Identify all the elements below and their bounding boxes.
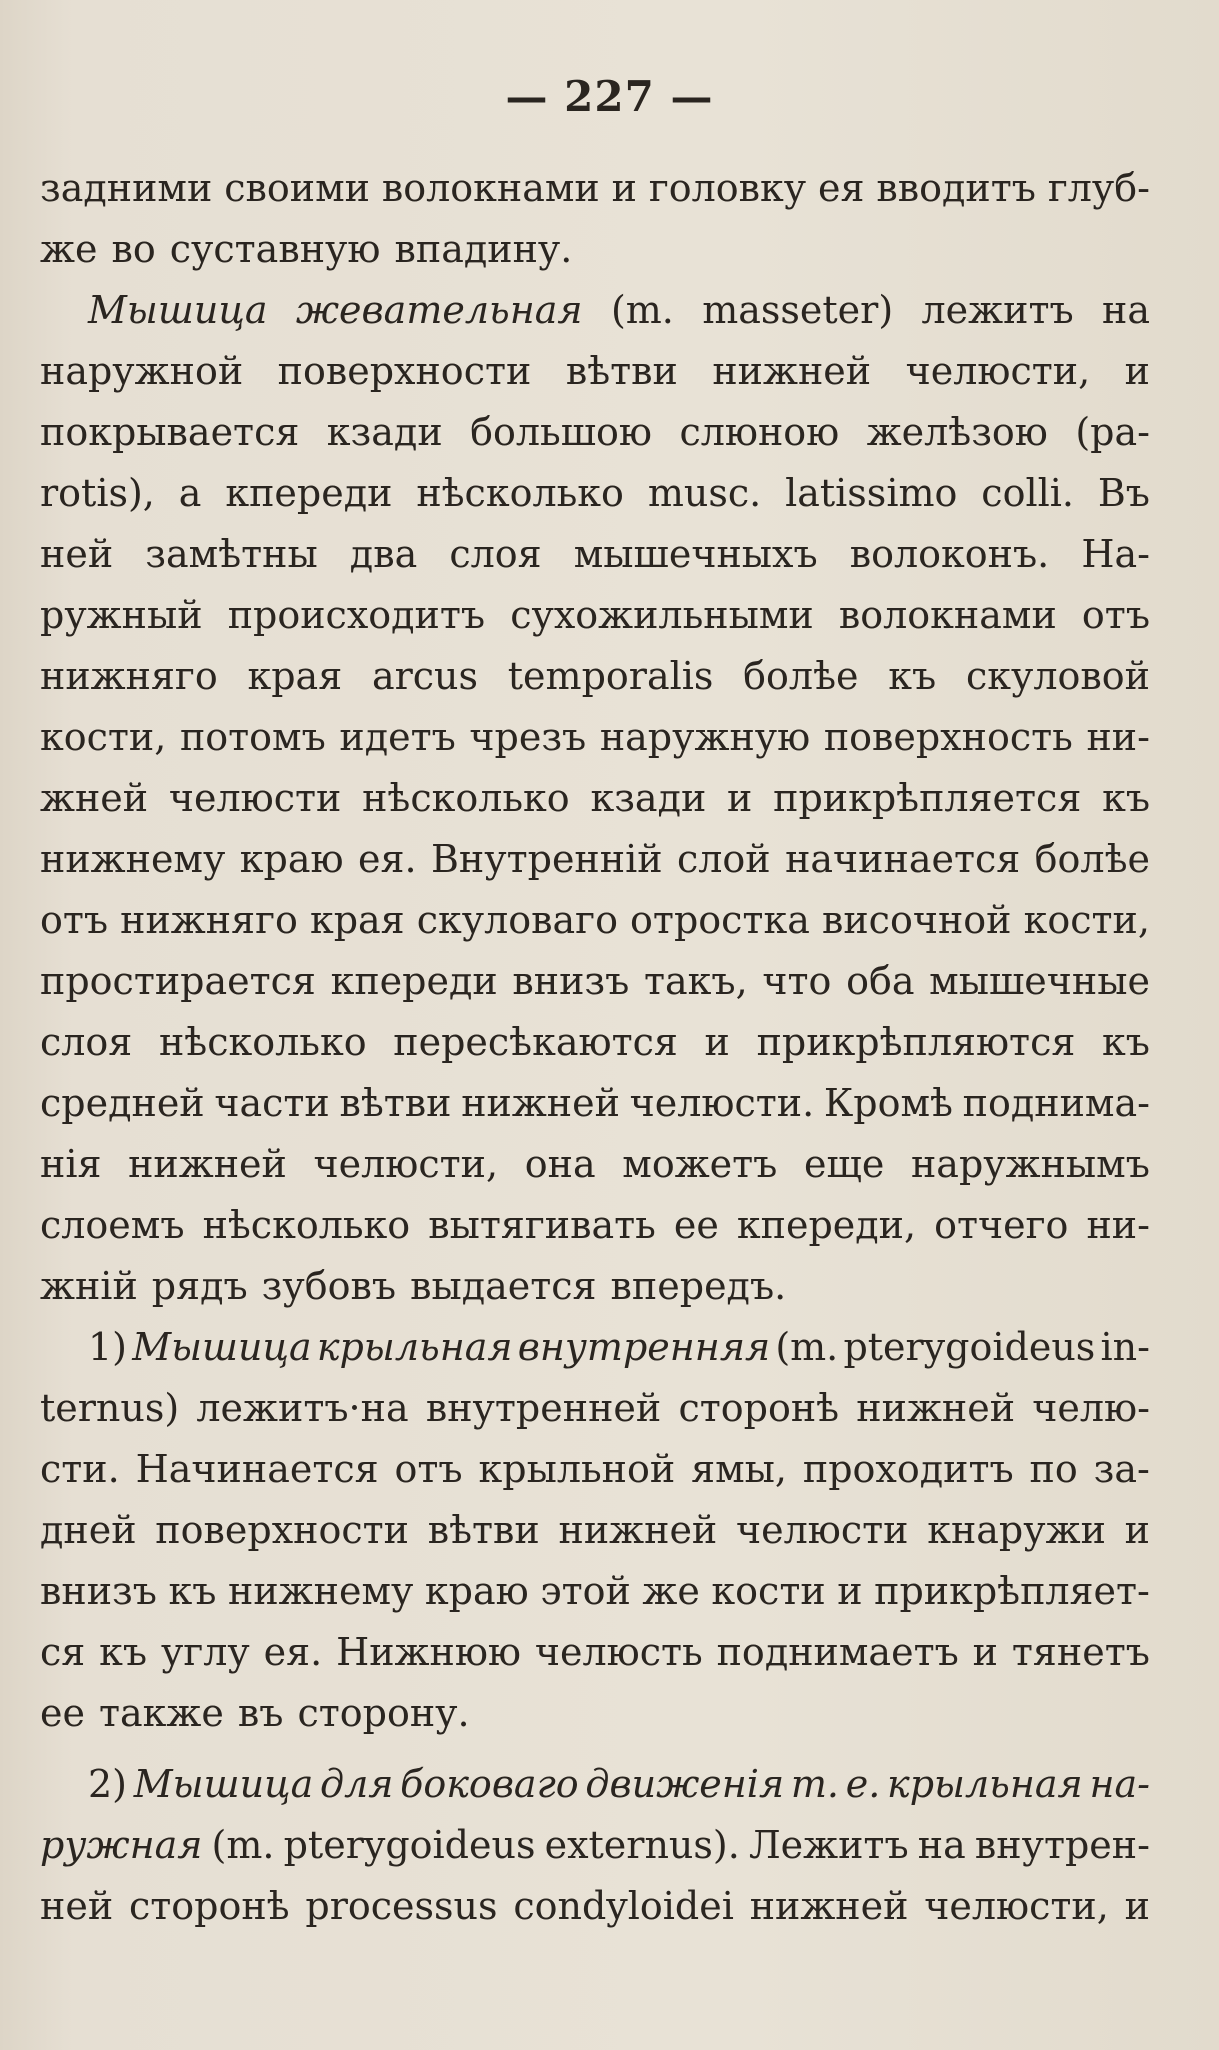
word: т. <box>790 1762 839 1806</box>
word: болѣе <box>743 654 859 698</box>
word: челюсти, <box>313 1142 499 1186</box>
word: мышечныхъ <box>573 532 818 576</box>
word: кости, <box>40 715 167 759</box>
word: поверхность <box>823 715 1073 759</box>
word: жней <box>40 776 149 820</box>
word: же <box>642 1569 700 1613</box>
word: за- <box>1093 1447 1150 1491</box>
word: края <box>309 898 405 942</box>
word: крыльная <box>887 1762 1083 1806</box>
word: желѣзою <box>866 410 1048 454</box>
word: rotis), <box>40 471 155 515</box>
word: latissimo <box>785 471 958 515</box>
word: на <box>1102 288 1150 332</box>
word: (m. <box>211 1823 275 1867</box>
text-line <box>40 524 1150 585</box>
word: потомъ <box>179 715 326 759</box>
word: ея. <box>358 837 417 881</box>
word: ни- <box>1086 715 1150 759</box>
text-line <box>40 1815 1150 1876</box>
word: средней <box>40 1081 205 1125</box>
word: слоя <box>449 532 542 576</box>
word: впадину. <box>394 227 573 271</box>
word: на- <box>1089 1762 1150 1806</box>
word: ее <box>673 1203 719 1247</box>
word: поднима- <box>962 1081 1150 1125</box>
word: жевательная <box>295 288 583 332</box>
word: для <box>319 1762 394 1806</box>
word: простирается <box>40 959 316 1003</box>
text-line <box>40 1876 1150 1937</box>
word: покрывается <box>40 410 300 454</box>
word: ней <box>40 532 114 576</box>
word: большою <box>470 410 652 454</box>
word: задними <box>40 166 213 210</box>
word: нія <box>40 1142 102 1186</box>
word: Мышица <box>133 1762 314 1806</box>
text-line <box>40 341 1150 402</box>
word: внизъ <box>40 1569 157 1613</box>
word: отъ <box>40 898 109 942</box>
word: ямы, <box>691 1447 787 1491</box>
word: волокнами <box>838 593 1057 637</box>
word: головку <box>648 166 807 210</box>
text-line <box>40 1256 1150 1317</box>
word: Кромѣ <box>823 1081 953 1125</box>
word: части <box>214 1081 330 1125</box>
word: края <box>247 654 343 698</box>
text-line <box>40 1378 1150 1439</box>
word: крыльная <box>316 1325 513 1369</box>
word: masseter) <box>702 288 894 332</box>
word: поверхности <box>155 1508 409 1552</box>
word: поднимаетъ <box>716 1630 959 1674</box>
text-line <box>40 1561 1150 1622</box>
word: musc. <box>647 471 762 515</box>
word: нижней <box>856 1386 1016 1430</box>
word: къ <box>1102 1020 1150 1064</box>
word: in- <box>1100 1325 1150 1369</box>
text-line <box>40 1500 1150 1561</box>
word: боковаго <box>400 1762 579 1806</box>
text-line <box>40 768 1150 829</box>
word: движенія <box>585 1762 785 1806</box>
word: кзади <box>326 410 443 454</box>
word: происходитъ <box>227 593 486 637</box>
word: поверхности <box>277 349 532 393</box>
word: глуб- <box>1047 166 1150 210</box>
word: нѣсколько <box>158 1020 367 1064</box>
word: наружной <box>40 349 244 393</box>
word: нѣсколько <box>416 471 624 515</box>
word: волокнами <box>381 166 600 210</box>
word: слоемъ <box>40 1203 185 1247</box>
word: processus <box>305 1884 498 1928</box>
text-line <box>40 158 1150 219</box>
word: лежитъ <box>921 288 1074 332</box>
word: наружнымъ <box>910 1142 1150 1186</box>
word: вводитъ <box>876 166 1036 210</box>
text-line <box>40 646 1150 707</box>
word: на <box>917 1823 966 1867</box>
text-line <box>40 1012 1150 1073</box>
word: къ <box>1102 776 1150 820</box>
word: кпереди <box>225 471 393 515</box>
word: крыльной <box>478 1447 676 1491</box>
word: вытягивать <box>428 1203 656 1247</box>
word: и <box>704 1020 730 1064</box>
word: ternus) <box>40 1386 180 1430</box>
word: выдается <box>410 1264 597 1308</box>
text-line <box>40 402 1150 463</box>
text-line <box>40 890 1150 951</box>
word: височной <box>821 898 1012 942</box>
word: (m. <box>610 288 674 332</box>
word: нѣсколько <box>202 1203 411 1247</box>
word: (pa- <box>1075 410 1150 454</box>
word: сторону. <box>297 1691 470 1735</box>
word: прикрѣпляет- <box>874 1569 1150 1613</box>
word: 1) <box>88 1325 128 1369</box>
word: челюсти, <box>905 349 1091 393</box>
word: и <box>611 166 637 210</box>
word: кости <box>711 1569 826 1613</box>
word: и <box>837 1569 863 1613</box>
word: она <box>524 1142 596 1186</box>
word: и <box>1124 349 1150 393</box>
word: ея <box>818 166 865 210</box>
word: болѣе <box>1034 837 1150 881</box>
text-body <box>40 158 1150 1937</box>
word: челюсти, <box>924 1884 1109 1928</box>
word: скуловой <box>965 654 1150 698</box>
word: въ <box>237 1691 284 1735</box>
word: ее <box>40 1691 85 1735</box>
text-line <box>40 1134 1150 1195</box>
word: лежитъ·на <box>196 1386 409 1430</box>
text-line <box>40 463 1150 524</box>
word: и <box>1124 1508 1150 1552</box>
word: кпереди, <box>736 1203 917 1247</box>
word: замѣтны <box>145 532 318 576</box>
word: челю- <box>1032 1386 1150 1430</box>
word: condyloidei <box>513 1884 734 1928</box>
word: вѣтви <box>339 1081 452 1125</box>
text-line <box>40 1073 1150 1134</box>
word: еще <box>804 1142 885 1186</box>
word: На- <box>1081 532 1150 576</box>
text-line <box>40 1754 1150 1815</box>
word: можетъ <box>622 1142 778 1186</box>
word: ея. <box>263 1630 323 1674</box>
word: сухожильными <box>510 593 814 637</box>
text-line <box>40 1195 1150 1256</box>
word: и <box>972 1630 998 1674</box>
word: Лежитъ <box>748 1823 909 1867</box>
word: тянетъ <box>1011 1630 1150 1674</box>
word: отростка <box>630 898 810 942</box>
word: внутрен- <box>974 1823 1150 1867</box>
word: къ <box>888 654 937 698</box>
word: такъ, <box>644 959 748 1003</box>
word: что <box>762 959 832 1003</box>
word: pterygoideus <box>843 1325 1096 1369</box>
word: отъ <box>394 1447 463 1491</box>
word: пересѣкаются <box>393 1020 678 1064</box>
word: нижняго <box>120 898 298 942</box>
word: а <box>178 471 202 515</box>
word: отчего <box>934 1203 1069 1247</box>
word: pterygoideus <box>283 1823 536 1867</box>
word: нижней <box>128 1142 287 1186</box>
word: впередъ. <box>610 1264 787 1308</box>
word: прикрѣпляются <box>756 1020 1076 1064</box>
word: во <box>111 227 156 271</box>
word: челюсти <box>168 776 342 820</box>
word: также <box>98 1691 224 1735</box>
word: жній <box>40 1264 138 1308</box>
word: Начинается <box>135 1447 379 1491</box>
word: начинается <box>785 837 1021 881</box>
word: вѣтви <box>427 1508 540 1552</box>
word: рядъ <box>151 1264 248 1308</box>
word: Внутренній <box>430 837 663 881</box>
word: сторонѣ <box>678 1386 840 1430</box>
word: скуловаго <box>416 898 618 942</box>
word: 2) <box>88 1762 128 1806</box>
word: нижней <box>749 1884 909 1928</box>
word: два <box>349 532 418 576</box>
word: сти. <box>40 1447 120 1491</box>
word: внутренняя <box>517 1325 771 1369</box>
word: вѣтви <box>565 349 678 393</box>
word: идетъ <box>339 715 456 759</box>
word: кости, <box>1023 898 1150 942</box>
word: чрезъ <box>469 715 587 759</box>
word: нижнему <box>228 1569 414 1613</box>
word: волоконъ. <box>849 532 1050 576</box>
word: ся <box>40 1630 86 1674</box>
word: слой <box>677 837 771 881</box>
word: слоя <box>40 1020 133 1064</box>
text-line <box>40 829 1150 890</box>
text-line <box>40 1317 1150 1378</box>
word: ней <box>40 1884 114 1928</box>
text-line <box>40 951 1150 1012</box>
word: нѣсколько <box>362 776 570 820</box>
word: челюсть <box>534 1630 703 1674</box>
word: кпереди <box>330 959 498 1003</box>
word: Мышица <box>88 288 268 332</box>
word: къ <box>168 1569 217 1613</box>
word: этой <box>540 1569 631 1613</box>
word: нижней <box>712 349 872 393</box>
word: челюсти. <box>629 1081 815 1125</box>
word: сторонѣ <box>128 1884 290 1928</box>
word: кзади <box>590 776 707 820</box>
word: челюсти <box>736 1508 909 1552</box>
word: ни- <box>1086 1203 1150 1247</box>
word: Нижнюю <box>336 1630 521 1674</box>
word: externus). <box>544 1823 740 1867</box>
word: мышечные <box>929 959 1150 1003</box>
text-line <box>40 707 1150 768</box>
word: ружная <box>40 1823 203 1867</box>
word: же <box>40 227 98 271</box>
text-line <box>40 219 1150 280</box>
word: прикрѣпляется <box>773 776 1082 820</box>
text-line <box>40 1683 1150 1744</box>
text-line <box>40 1622 1150 1683</box>
word: оба <box>846 959 915 1003</box>
word: краю <box>424 1569 529 1613</box>
word: внутренней <box>425 1386 662 1430</box>
word: къ <box>99 1630 148 1674</box>
word: дней <box>40 1508 137 1552</box>
word: нижняго <box>40 654 218 698</box>
word: temporalis <box>507 654 714 698</box>
word: ружный <box>40 593 203 637</box>
text-line <box>40 280 1150 341</box>
word: и <box>1124 1884 1150 1928</box>
word: углу <box>160 1630 250 1674</box>
word: нижнему <box>40 837 226 881</box>
word: своими <box>224 166 370 210</box>
word: отъ <box>1081 593 1150 637</box>
word: кнаружи <box>927 1508 1106 1552</box>
page-number: — 227 — <box>505 72 714 121</box>
word: Въ <box>1097 471 1150 515</box>
text-line <box>40 585 1150 646</box>
text-line <box>40 1439 1150 1500</box>
word: зубовъ <box>261 1264 397 1308</box>
word: слюною <box>679 410 840 454</box>
word: colli. <box>981 471 1074 515</box>
word: нижней <box>461 1081 620 1125</box>
word: по <box>1029 1447 1078 1491</box>
word: (m. <box>775 1325 839 1369</box>
word: проходитъ <box>802 1447 1014 1491</box>
word: Мышица <box>132 1325 312 1369</box>
word: внизъ <box>512 959 630 1003</box>
word: суставную <box>169 227 381 271</box>
word: е. <box>845 1762 881 1806</box>
word: наружную <box>599 715 811 759</box>
word: arcus <box>371 654 479 698</box>
word: краю <box>239 837 344 881</box>
word: и <box>727 776 753 820</box>
word: нижней <box>558 1508 718 1552</box>
